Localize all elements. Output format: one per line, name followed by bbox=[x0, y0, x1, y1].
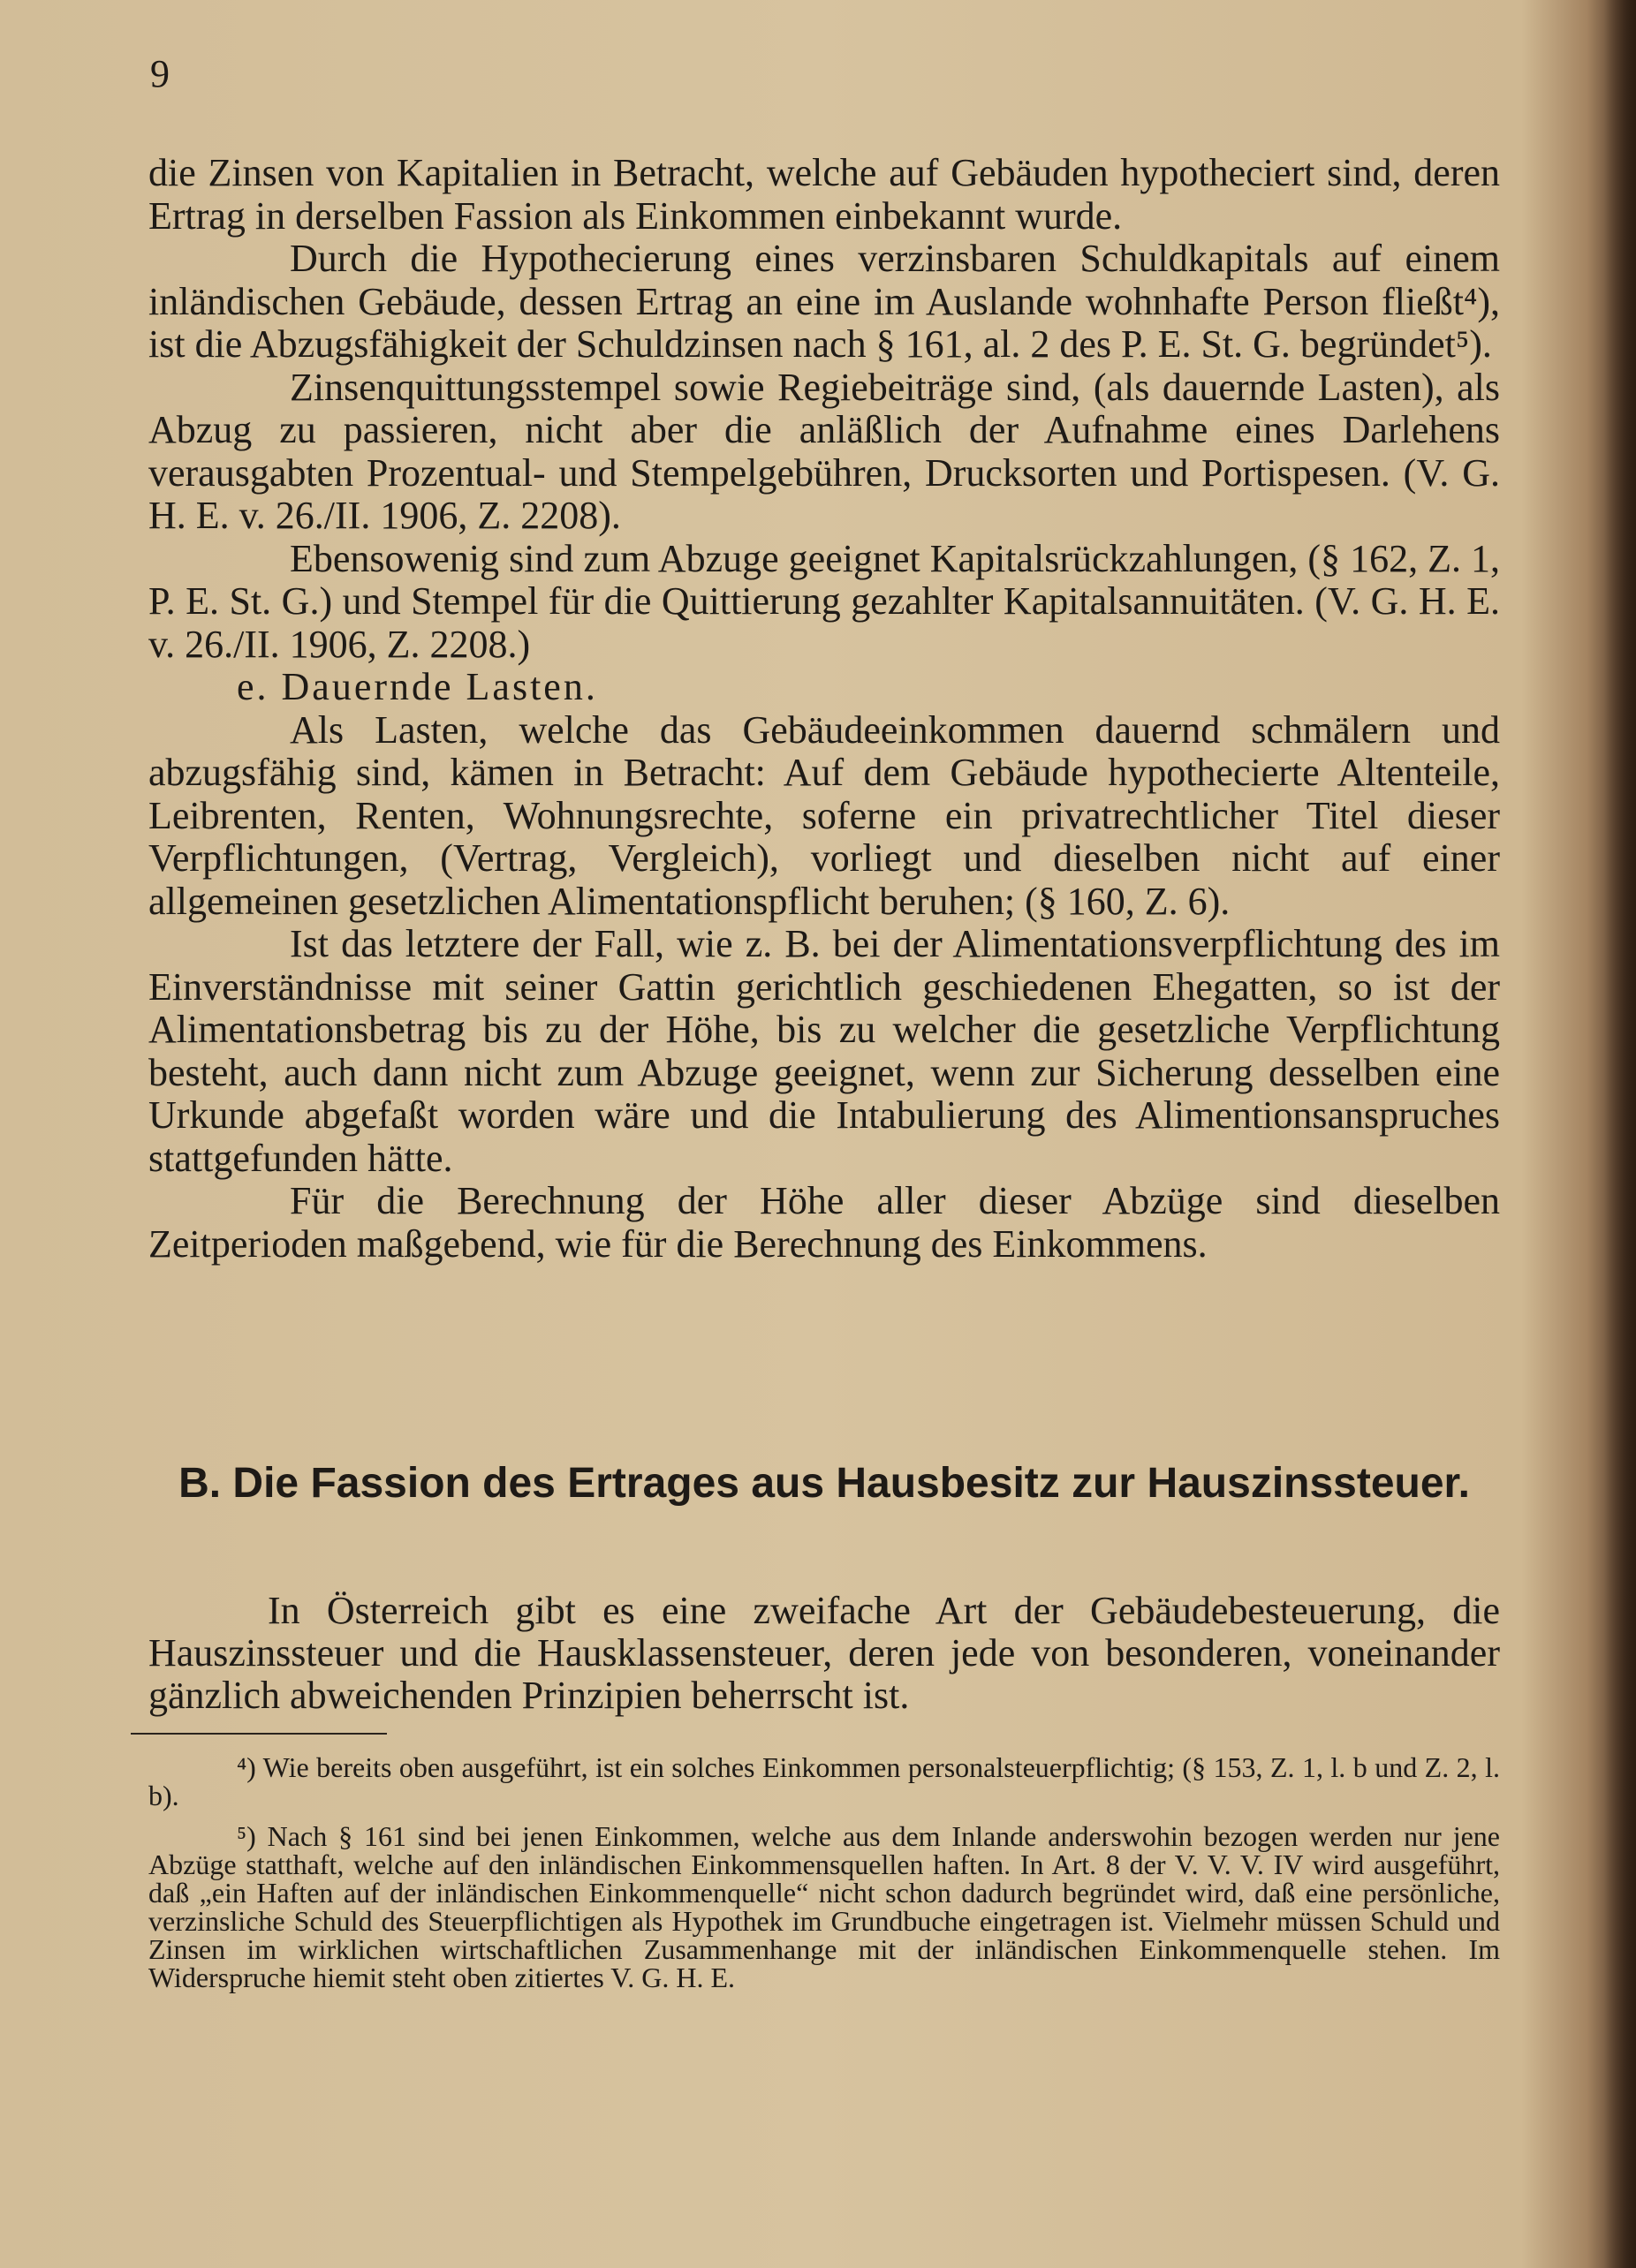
footnote: ⁵) Nach § 161 sind bei jenen Einkommen, welche aus dem Inlande anderswohin bezogen werden nur jene Abzüge statthaft, welche auf den inländischen Einkommensquellen haften. In Art. 8 der V. V. V. IV wird ausgeführt, daß „ein Haften auf der inländischen Einkommenquelle“ nicht schon dadurch begründet wird, daß eine persönliche, verzinsliche Schuld des Steuerpflichtigen als Hypothek im Grundbuche eingetragen ist. Vielmehr müssen Schuld und Zinsen im wirklichen wirtschaftlichen Zusammenhange mit der inländischen Einkommenquelle stehen. Im Widerspruche hiemit steht oben zitiertes V. G. H. E. bbox=[148, 1820, 1500, 1993]
footnote-divider bbox=[131, 1733, 387, 1735]
paragraph: In Österreich gibt es eine zweifache Art der Gebäudebesteuerung, die Hauszinssteuer und die Hausklassensteuer, deren jede von besonderen, voneinander gänzlich abweichenden Prinzipien beherrscht ist. bbox=[148, 1589, 1500, 1717]
footnotes bbox=[148, 1753, 1500, 2004]
footnote: ⁴) Wie bereits oben ausgeführt, ist ein solches Einkommen personalsteuerpflichtig; (§ 153, Z. 1, l. b und Z. 2, l. b). bbox=[148, 1751, 1500, 1811]
paragraph: die Zinsen von Kapitalien in Betracht, welche auf Gebäuden hypotheciert sind, deren Ertrag in derselben Fassion als Einkommen einbekannt wurde. bbox=[148, 151, 1500, 238]
paragraph: Zinsenquittungsstempel sowie Regiebeiträge sind, (als dauernde Lasten), als Abzug zu passieren, nicht aber die anläßlich der Aufnahme eines Darlehens verausgabten Prozentual- und Stempelgebühren, Drucksorten und Portispesen. (V. G. H. E. v. 26./II. 1906, Z. 2208). bbox=[148, 365, 1500, 537]
paragraph: Durch die Hypothecierung eines verzinsbaren Schuldkapitals auf einem inländischen Gebäude, dessen Ertrag an eine im Auslande wohnhafte Person fließt⁴), ist die Abzugsfähigkeit der Schuldzinsen nach § 161, al. 2 des P. E. St. G. begründet⁵). bbox=[148, 237, 1500, 366]
paragraph: Für die Berechnung der Höhe aller dieser Abzüge sind dieselben Zeitperioden maßgebend, wie für die Berechnung des Einkommens. bbox=[148, 1179, 1500, 1266]
paragraph: Ebensowenig sind zum Abzuge geeignet Kapitalsrückzahlungen, (§ 162, Z. 1, P. E. St. G.) und Stempel für die Quittierung gezahlter Kapitalsannuitäten. (V. G. H. E. v. 26./II. 1906, Z. 2208.) bbox=[148, 536, 1500, 666]
page-edge-shadow bbox=[1604, 0, 1636, 2268]
intro-text bbox=[148, 1590, 1500, 1717]
section-heading: B. Die Fassion des Ertrages aus Hausbesitz zur Hauszinssteuer. bbox=[178, 1460, 1470, 1507]
subsection-heading: e. Dauernde Lasten. bbox=[237, 665, 598, 708]
page-number: 9 bbox=[150, 52, 170, 95]
body-text bbox=[148, 152, 1500, 1266]
paragraph: Ist das letztere der Fall, wie z. B. bei der Alimentationsverpflichtung des im Einverständnisse mit seiner Gattin gerichtlich geschiedenen Ehegatten, so ist der Alimentationsbetrag bis zu der Höhe, bis zu welcher die gesetzliche Verpflichtung besteht, auch dann nicht zum Abzuge geeignet, wenn zur Sicherung desselben eine Urkunde abgefaßt worden wäre und die Intabulierung des Alimentionsanspruches stattgefunden hätte. bbox=[148, 922, 1500, 1180]
paragraph: Als Lasten, welche das Gebäudeeinkommen dauernd schmälern und abzugsfähig sind, kämen in Betracht: Auf dem Gebäude hypothecierte Altenteile, Leibrenten, Renten, Wohnungsrechte, soferne ein privatrechtlicher Titel dieser Verpflichtungen, (Vertrag, Vergleich), vorliegt und dieselben nicht auf einer allgemeinen gesetzlichen Alimentationspflicht beruhen; (§ 160, Z. 6). bbox=[148, 707, 1500, 923]
